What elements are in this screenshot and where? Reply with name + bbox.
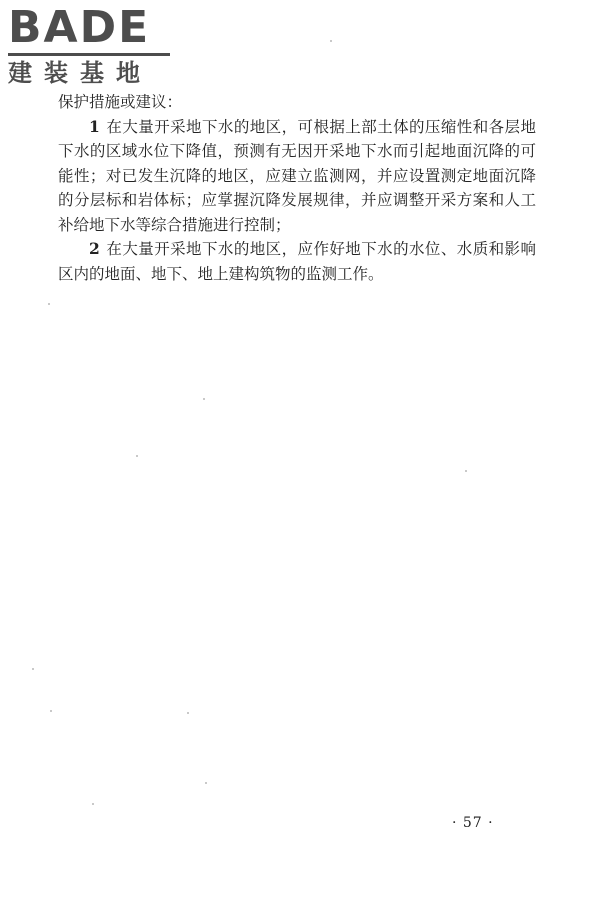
item-number: 1 (89, 116, 100, 136)
scan-speck (205, 782, 207, 784)
bade-logo (8, 2, 178, 90)
scan-speck (32, 668, 34, 670)
scan-speck (187, 712, 189, 714)
scan-speck (48, 303, 50, 305)
scan-speck (50, 710, 52, 712)
logo-divider (8, 53, 170, 56)
scan-speck (136, 455, 138, 457)
scan-speck (465, 470, 467, 472)
item-number: 2 (89, 239, 100, 258)
page-number: · 57 · (452, 815, 494, 831)
scan-speck (203, 398, 205, 400)
list-item-1 (58, 115, 536, 238)
list-item-2 (58, 237, 536, 286)
item-text: 在大量开采地下水的地区，应作好地下水的水位、水质和影响区内的地面、地下、地上建构筑物的监测工作。 (58, 240, 536, 283)
scan-speck (92, 803, 94, 805)
document-body (58, 90, 536, 286)
item-text: 在大量开采地下水的地区，可根据上部土体的压缩性和各层地下水的区域水位下降值，预测有无因开采地下水而引起地面沉降的可能性；对已发生沉降的地区，应建立监测网，并应设置测定地面沉降的分层标和岩体标；应掌握沉降发展规律，并应调整开采方案和人工补给地下水等综合措施进行控制； (58, 117, 536, 234)
intro-line: 保护措施或建议： (58, 93, 183, 111)
logo-wordmark: BADE (8, 2, 151, 53)
logo-chinese-name: 建装基地 (8, 59, 152, 87)
scan-speck (330, 40, 332, 42)
